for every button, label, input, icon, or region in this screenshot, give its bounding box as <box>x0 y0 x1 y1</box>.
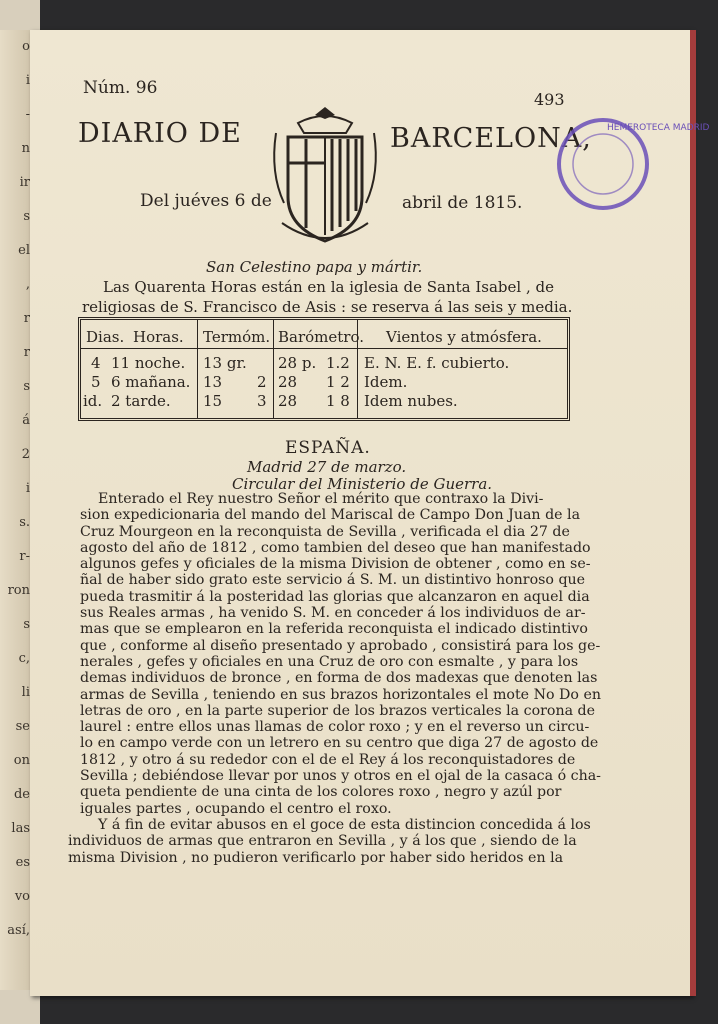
left-page-fragment: n <box>21 141 30 156</box>
column-divider <box>273 320 274 418</box>
section-title: ESPAÑA. <box>285 438 371 458</box>
left-page-fragment: , <box>25 277 30 292</box>
body-line: pueda trasmitir á la posteridad las glorias que alcanzaron en aquel dia <box>80 588 590 605</box>
row2-hora: 6 mañana. <box>111 373 191 391</box>
row3-termometro: 15 <box>203 392 223 410</box>
row1-vientos: E. N. E. f. cubierto. <box>364 354 510 372</box>
stamp-text: HEMEROTECA MADRID <box>607 123 710 133</box>
column-divider <box>357 320 358 418</box>
date-right: abril de 1815. <box>402 193 523 213</box>
row3-termometro-frac: 3 <box>257 392 267 410</box>
left-page-fragment: se <box>15 719 30 734</box>
row2-termometro-frac: 2 <box>257 373 267 391</box>
page-red-edge <box>690 30 696 996</box>
issue-number: Núm. 96 <box>83 78 158 98</box>
left-page-fragment: - <box>25 107 30 122</box>
left-page-fragment: 2 <box>21 447 30 462</box>
left-page-fragment: de <box>13 787 30 802</box>
left-page-fragment: i <box>25 481 30 496</box>
row3-barometro: 28 <box>278 392 298 410</box>
left-page-fragment: así, <box>7 923 30 938</box>
left-page-fragment: ron <box>7 583 30 598</box>
left-page-fragment: á <box>22 413 30 428</box>
coat-of-arms-icon <box>268 103 382 251</box>
row3-hora: 2 tarde. <box>111 392 171 410</box>
body-line: sion expedicionaria del mando del Mariscal de Campo Don Juan de la <box>80 507 581 524</box>
row3-dia: id. <box>83 392 103 410</box>
quarenta-line-2: religiosas de S. Francisco de Asis : se reserva á las seis y media. <box>82 298 573 316</box>
quarenta-line-1: Las Quarenta Horas están en la iglesia de Santa Isabel , de <box>103 278 554 296</box>
header-termometro: Termóm. <box>203 328 271 346</box>
left-page-fragment: c, <box>18 651 30 666</box>
row1-termometro: 13 gr. <box>203 354 247 372</box>
left-page-fragment: o <box>22 39 30 54</box>
saint-of-day: San Celestino papa y mártir. <box>206 258 423 276</box>
header-horas: Horas. <box>133 328 184 346</box>
row1-barometro-frac: 1.2 <box>326 354 350 372</box>
row2-barometro: 28 <box>278 373 298 391</box>
masthead-title-right: BARCELONA, <box>390 123 592 154</box>
body-line: agosto del año de 1812 , como tambien del deseo que han manifestado <box>80 539 591 556</box>
row1-dia: 4 <box>91 354 101 372</box>
left-page-fragment: es <box>15 855 30 870</box>
left-page-fragment: r <box>23 345 30 360</box>
body-line: laurel : entre ellos unas llamas de color roxo ; y en el reverso un circu- <box>80 719 590 736</box>
body-line: Cruz Mourgeon en la reconquista de Sevilla , verificada el dia 27 de <box>80 523 570 540</box>
row2-dia: 5 <box>91 373 101 391</box>
article-body <box>68 491 601 866</box>
page-number: 493 <box>534 90 565 109</box>
body-line: misma Division , no pudieron verificarlo por haber sido heridos en la <box>68 849 564 866</box>
body-line: armas de Sevilla , teniendo en sus brazos horizontales el mote No Do en <box>80 686 601 703</box>
body-line: queta pendiente de una cinta de los colores roxo , negro y azúl por <box>80 784 562 801</box>
table-header-divider <box>81 348 567 349</box>
header-vientos: Vientos y atmósfera. <box>386 328 542 346</box>
masthead-title-left: DIARIO DE <box>78 118 242 149</box>
row3-barometro-frac: 1 8 <box>326 392 350 410</box>
left-page-fragment: s <box>23 379 30 394</box>
row2-termometro: 13 <box>203 373 223 391</box>
body-line: Y á fin de evitar abusos en el goce de esta distincion concedida á los <box>98 816 591 833</box>
date-left: Del juéves 6 de <box>140 191 272 211</box>
body-line: 1812 , y otro á su rededor con el de el Rey á los reconquistadores de <box>80 751 576 768</box>
body-line: letras de oro , en la parte superior de los brazos verticales la corona de <box>80 702 596 719</box>
left-page-fragment: las <box>11 821 30 836</box>
left-page-fragment: li <box>21 685 30 700</box>
left-page-fragment: ir <box>19 175 30 190</box>
left-page-fragment: r- <box>19 549 30 564</box>
body-line: algunos gefes y oficiales de la misma Division de obtener , como en se- <box>80 556 591 573</box>
body-line: nerales , gefes y oficiales en una Cruz de oro con esmalte , y para los <box>80 653 579 670</box>
body-line: que , conforme al diseño presentado y aprobado , consistirá para los ge- <box>80 637 601 654</box>
left-page-fragment: on <box>13 753 30 768</box>
library-stamp-icon <box>555 100 710 240</box>
body-line: Enterado el Rey nuestro Señor el mérito que contraxo la Divi- <box>98 491 544 507</box>
body-line: iguales partes , ocupando el centro el roxo. <box>80 800 392 817</box>
row1-hora: 11 noche. <box>111 354 186 372</box>
row1-barometro: 28 p. <box>278 354 317 372</box>
body-line: mas que se emplearon en la referida reconquista el indicado distintivo <box>80 621 588 638</box>
dateline: Madrid 27 de marzo. <box>247 458 407 476</box>
left-page-fragment: r <box>23 311 30 326</box>
header-barometro: Barómetro. <box>278 328 365 346</box>
left-page-fragment: s. <box>19 515 30 530</box>
left-page-fragment: vo <box>14 889 30 904</box>
left-page-fragment: s <box>23 209 30 224</box>
body-line: Sevilla ; debiéndose llevar por unos y otros en el ojal de la casaca ó cha- <box>80 768 601 785</box>
row3-vientos: Idem nubes. <box>364 392 458 410</box>
left-page-fragment: i <box>25 73 30 88</box>
left-page-fragment: s <box>23 617 30 632</box>
header-dias: Dias. <box>86 328 125 346</box>
article-subtitle: Circular del Ministerio de Guerra. <box>232 475 493 493</box>
body-line: individuos de armas que entraron en Sevilla , y á los que , siendo de la <box>68 833 577 850</box>
left-page-fragment: el <box>18 243 30 258</box>
body-line: ñal de haber sido grato este servicio á S. M. un distintivo honroso que <box>80 572 586 589</box>
body-line: demas individuos de bronce , en forma de dos madexas que denoten las <box>80 670 598 687</box>
column-divider <box>197 320 198 418</box>
weather-table <box>78 317 570 421</box>
row2-barometro-frac: 1 2 <box>326 373 350 391</box>
body-line: sus Reales armas , ha venido S. M. en conceder á los individuos de ar- <box>80 605 586 622</box>
body-line: lo en campo verde con un letrero en su centro que diga 27 de agosto de <box>80 735 599 752</box>
row2-vientos: Idem. <box>364 373 408 391</box>
